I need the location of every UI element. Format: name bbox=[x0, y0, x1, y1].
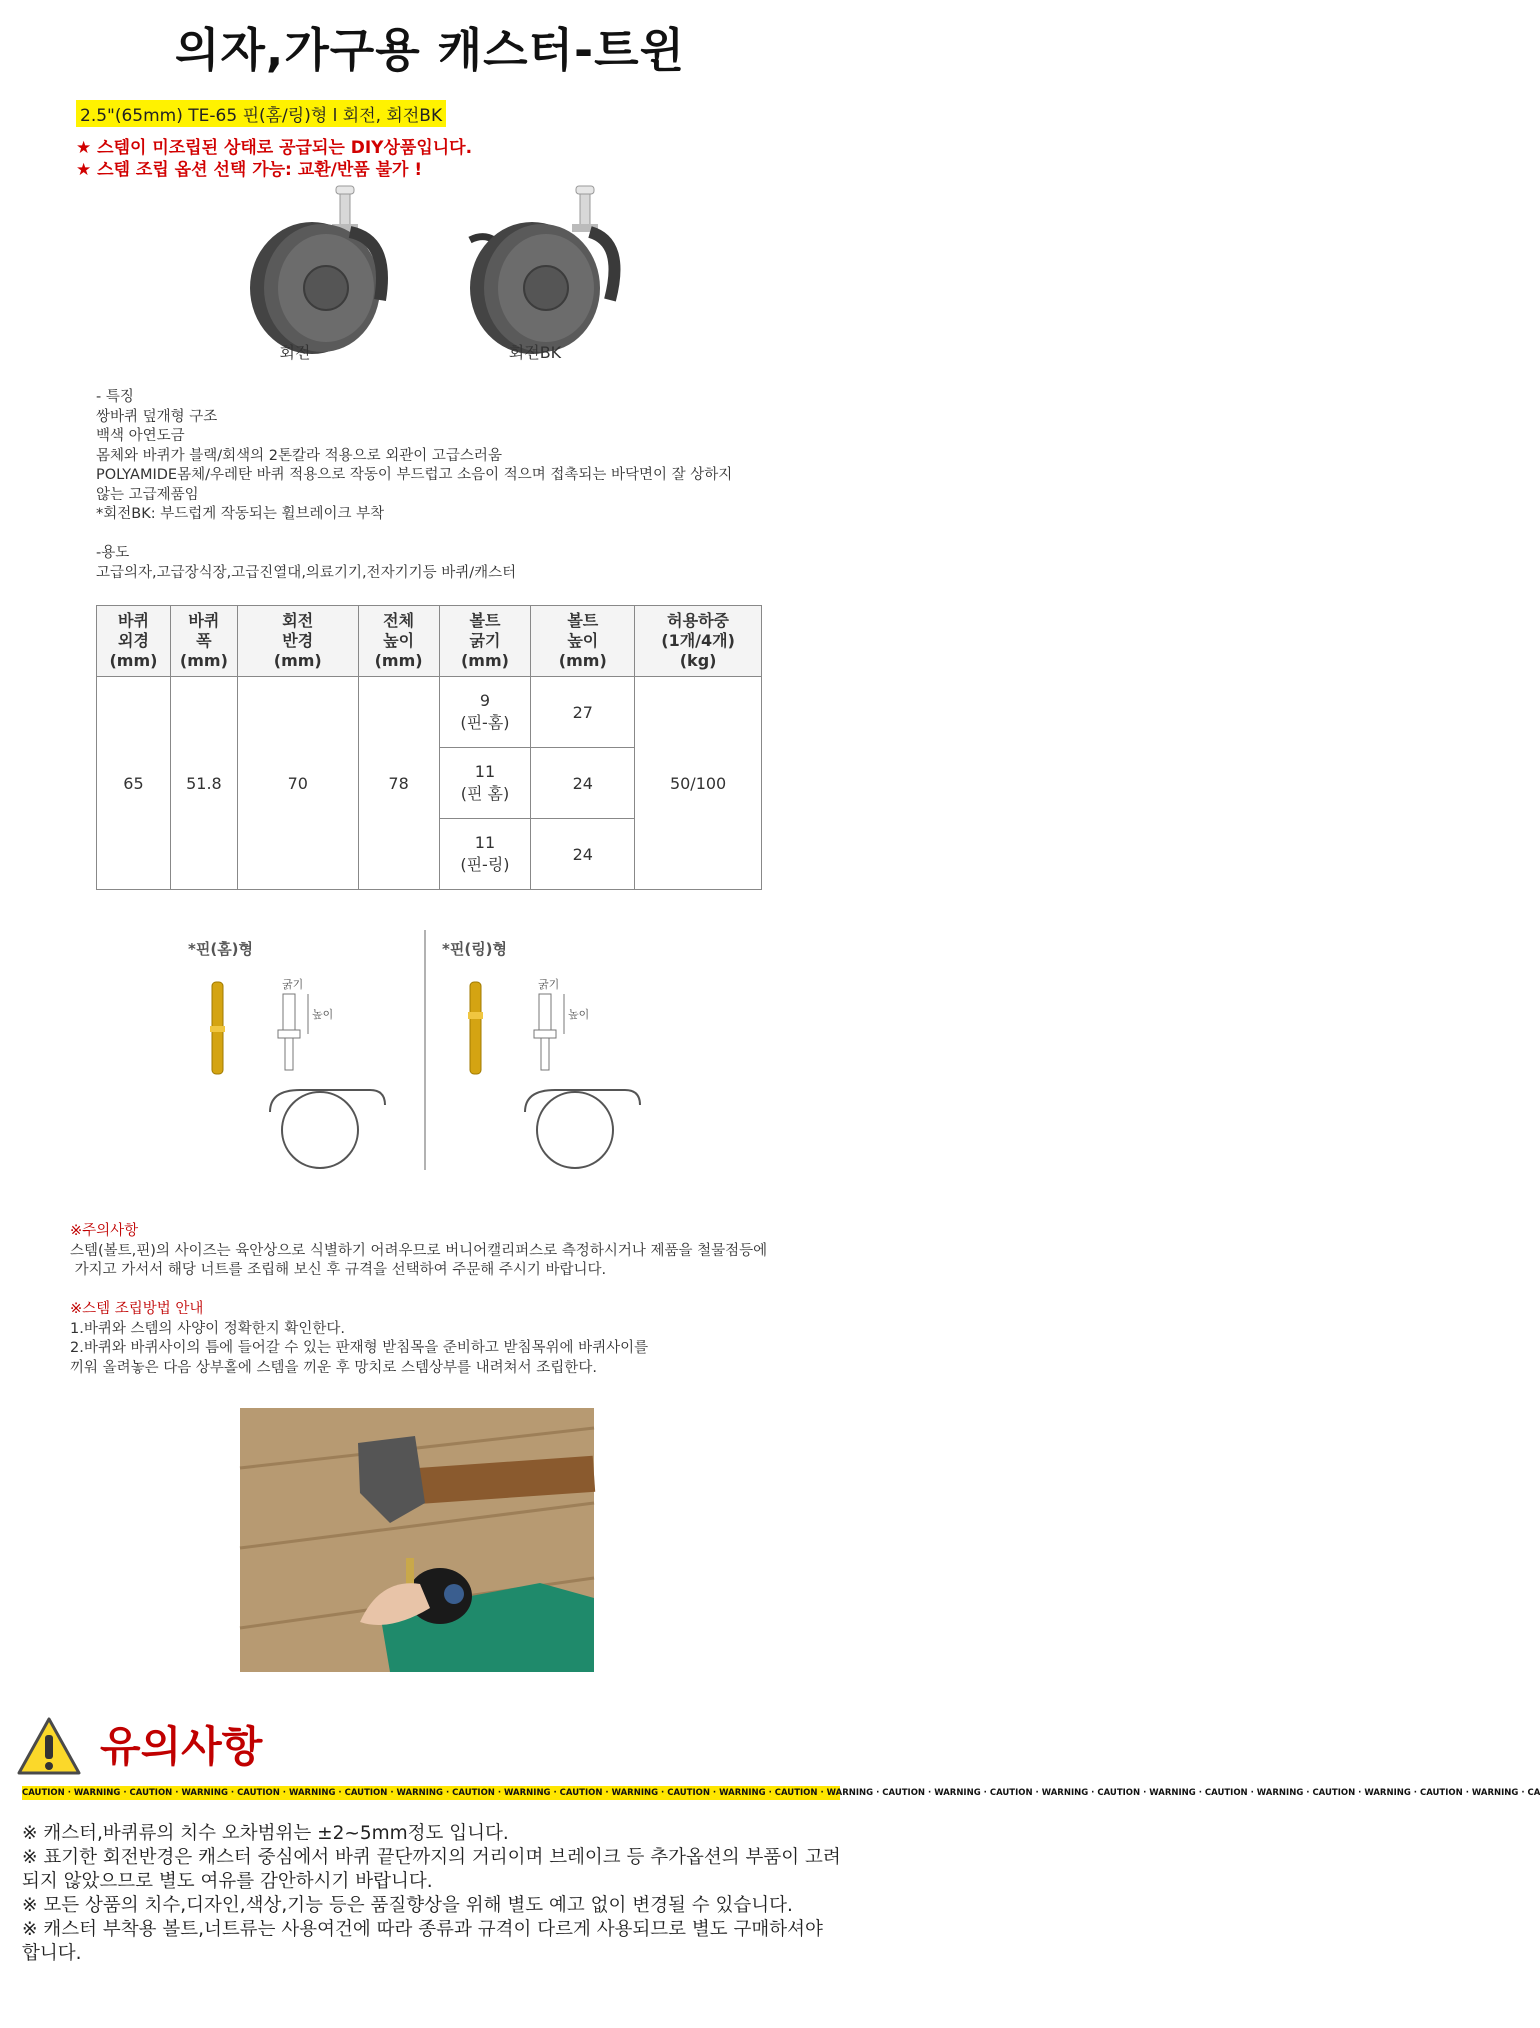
header-bolt-thickness: 볼트 굵기 (mm) bbox=[439, 606, 531, 677]
assembly-line: 끼워 올려놓은 다음 상부홀에 스템을 끼운 후 망치로 스템상부를 내려쳐서 조립한다. bbox=[70, 1359, 597, 1376]
left-height-label: 높이 bbox=[312, 1008, 334, 1021]
feature-line: -용도 bbox=[96, 545, 130, 561]
feature-line: POLYAMIDE몸체/우레탄 바퀴 적용으로 작동이 부드럽고 소음이 적으며 접촉되는 바닥면이 잘 상하지 bbox=[96, 467, 733, 483]
left-thickness-label: 굵기 bbox=[282, 978, 304, 991]
feature-line: 않는 고급제품임 bbox=[96, 486, 199, 503]
warning-line: ※ 캐스터 부착용 볼트,너트류는 사용여건에 따라 종류과 규격이 다르게 사용되므로 별도 구매하셔야 합니다. bbox=[22, 1919, 823, 1964]
feature-line: - 특징 bbox=[96, 389, 134, 405]
cell-bolt-thickness: 11 (핀-링) bbox=[439, 819, 531, 890]
page-title: 의자,가구용 캐스터-트윈 bbox=[175, 23, 685, 77]
right-height-label: 높이 bbox=[568, 1008, 590, 1021]
cell-bolt-height: 24 bbox=[531, 819, 635, 890]
warning-list bbox=[22, 1822, 842, 1966]
model-line: 2.5"(65mm) TE-65 핀(홈/링)형 l 회전, 회전BK bbox=[76, 100, 446, 127]
product-label-swivel-brake: 회전BK bbox=[508, 343, 562, 362]
table-row bbox=[97, 677, 762, 748]
spec-table bbox=[96, 605, 762, 890]
notice-section bbox=[70, 1222, 830, 1378]
cell-bolt-thickness: 9 (핀-홈) bbox=[439, 677, 531, 748]
pin-type-diagram bbox=[170, 930, 700, 1175]
feature-line: 몸체와 바퀴가 블랙/회색의 2톤칼라 적용으로 외관이 고급스러움 bbox=[96, 447, 502, 464]
right-thickness-label: 굵기 bbox=[538, 978, 560, 991]
cell-bolt-height: 24 bbox=[531, 748, 635, 819]
assembly-option-notice: ★ 스템 조립 옵션 선택 가능: 교환/반품 불가 ! bbox=[76, 160, 423, 180]
feature-line: 고급의자,고급장식장,고급진열대,의료기기,전자기기등 바퀴/캐스터 bbox=[96, 564, 517, 581]
header-total-height: 전체 높이 (mm) bbox=[358, 606, 439, 677]
product-label-swivel: 회전 bbox=[279, 343, 311, 362]
header-bolt-height: 볼트 높이 (mm) bbox=[531, 606, 635, 677]
diy-notice: ★ 스템이 미조립된 상태로 공급되는 DIY상품입니다. bbox=[76, 138, 473, 158]
cell-wheel-dia: 65 bbox=[97, 677, 171, 890]
feature-line: 백색 아연도금 bbox=[96, 428, 185, 444]
right-diagram-title: *핀(링)형 bbox=[442, 940, 508, 958]
feature-line bbox=[96, 525, 796, 545]
feature-line: 쌍바퀴 덮개형 구조 bbox=[96, 408, 218, 425]
assembly-heading: ※스템 조립방법 안내 bbox=[70, 1301, 204, 1317]
assembly-photo bbox=[240, 1408, 594, 1672]
caution-heading: ※주의사항 bbox=[70, 1223, 139, 1239]
warning-line: ※ 표기한 회전반경은 캐스터 중심에서 바퀴 끝단까지의 거리이며 브레이크 등 추가옵션의 부품이 고려되지 않았으므로 별도 여유를 감안하시기 바랍니다. bbox=[22, 1847, 841, 1892]
spec-header-row bbox=[97, 606, 762, 677]
cell-total-height: 78 bbox=[358, 677, 439, 890]
cell-bolt-height: 27 bbox=[531, 677, 635, 748]
warning-line: ※ 모든 상품의 치수,디자인,색상,기능 등은 품질향상을 위해 별도 예고 없이 변경될 수 있습니다. bbox=[22, 1895, 793, 1916]
caution-tape: CAUTION · WARNING · CAUTION · WARNING · CAUTION · WARNING · CAUTION · WARNING · CAUTION · WARNING · CAUTION · WARNING · CAUTION · WARNING · CAUTION · WARNING · CAUTION · WARNING · CAUTION · WARNING · CAUTION · WARNING · CAUTION · WARNING · CAUTION · WARNING · CAUTION · WARNING · CA bbox=[22, 1788, 1540, 1798]
cell-bolt-thickness: 11 (핀 홈) bbox=[439, 748, 531, 819]
warning-title: 유의사항 bbox=[100, 1722, 263, 1771]
assembly-line: 2.바퀴와 바퀴사이의 틈에 들어갈 수 있는 판재형 받침목을 준비하고 받침목위에 바퀴사이를 bbox=[70, 1340, 649, 1356]
cell-load: 50/100 bbox=[635, 677, 762, 890]
cell-swivel-radius: 70 bbox=[237, 677, 358, 890]
feature-line: *회전BK: 부드럽게 작동되는 휠브레이크 부착 bbox=[96, 506, 385, 522]
caution-line: 가지고 가서서 해당 너트를 조립해 보신 후 규격을 선택하여 주문해 주시기 바랍니다. bbox=[70, 1262, 607, 1278]
left-diagram-title: *핀(홈)형 bbox=[188, 940, 254, 958]
header-wheel-width: 바퀴 폭 (mm) bbox=[170, 606, 237, 677]
cell-wheel-width: 51.8 bbox=[170, 677, 237, 890]
assembly-line: 1.바퀴와 스템의 사양이 정확한지 확인한다. bbox=[70, 1320, 345, 1337]
warning-line: ※ 캐스터,바퀴류의 치수 오차범위는 ±2~5mm정도 입니다. bbox=[22, 1823, 509, 1844]
header-load: 허용하중 (1개/4개) (kg) bbox=[635, 606, 762, 677]
caution-line: 스템(볼트,핀)의 사이즈는 육안상으로 식별하기 어려우므로 버니어캘리퍼스로 측정하시거나 제품을 철물점등에 bbox=[70, 1242, 768, 1259]
header-swivel-radius: 회전 반경 (mm) bbox=[237, 606, 358, 677]
features-list bbox=[96, 388, 796, 583]
header-wheel-dia: 바퀴 외경 (mm) bbox=[97, 606, 171, 677]
warning-icon bbox=[16, 1716, 82, 1776]
